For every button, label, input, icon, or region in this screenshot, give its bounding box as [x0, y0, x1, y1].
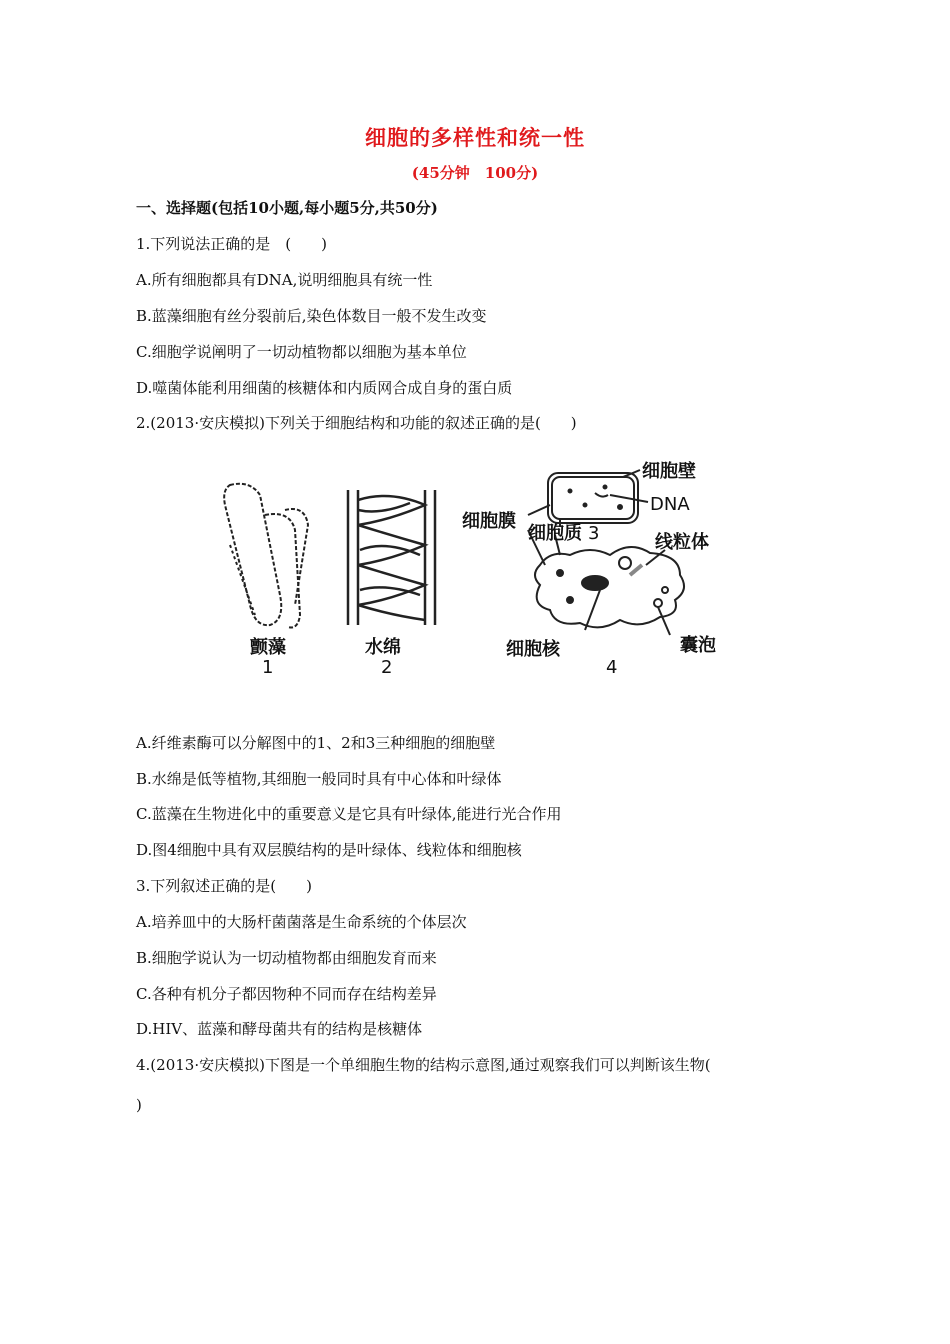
- oscillatoria-drawing: [224, 484, 308, 628]
- question-2-option-c: C.蓝藻在生物进化中的重要意义是它具有叶绿体,能进行光合作用: [136, 805, 562, 823]
- question-4-stem-continuation: ): [136, 1096, 142, 1114]
- label-cytoplasm: 细胞质: [528, 523, 582, 544]
- question-3-option-b: B.细胞学说认为一切动植物都由细胞发育而来: [136, 949, 437, 967]
- question-3-option-a: A.培养皿中的大肠杆菌菌落是生命系统的个体层次: [136, 913, 467, 931]
- question-1-option-a: A.所有细胞都具有DNA,说明细胞具有统一性: [136, 271, 433, 289]
- label-cell-wall: 细胞壁: [642, 461, 696, 482]
- question-3-stem: 3.下列叙述正确的是( ): [136, 877, 313, 895]
- label-diatom-number: 1: [262, 657, 274, 678]
- question-1-option-b: B.蓝藻细胞有丝分裂前后,染色体数目一般不发生改变: [136, 307, 487, 325]
- question-2-option-d: D.图4细胞中具有双层膜结构的是叶绿体、线粒体和细胞核: [136, 841, 522, 859]
- spirogyra-drawing: [348, 490, 435, 625]
- label-spirogyra-number: 2: [381, 657, 393, 678]
- page-subtitle: (45分钟 100分): [411, 164, 539, 182]
- section-heading: 一、选择题(包括10小题,每小题5分,共50分): [136, 199, 438, 217]
- question-1-option-c: C.细胞学说阐明了一切动植物都以细胞为基本单位: [136, 343, 467, 361]
- question-4-stem: 4.(2013·安庆模拟)下图是一个单细胞生物的结构示意图,通过观察我们可以判断该生物(: [136, 1056, 711, 1074]
- label-amoeba-number: 4: [606, 657, 618, 678]
- label-dna: DNA: [650, 494, 690, 515]
- label-bacteria-number: 3: [588, 523, 600, 544]
- label-diatom: 颤藻: [250, 637, 286, 658]
- question-2-option-a: A.纤维素酶可以分解图中的1、2和3三种细胞的细胞壁: [136, 734, 496, 752]
- question-3-option-d: D.HIV、蓝藻和酵母菌共有的结构是核糖体: [136, 1020, 423, 1038]
- label-nucleus: 细胞核: [506, 639, 560, 660]
- question-1-option-d: D.噬菌体能利用细菌的核糖体和内质网合成自身的蛋白质: [136, 379, 513, 397]
- label-vacuole: 囊泡: [680, 635, 716, 656]
- page-title: 细胞的多样性和统一性: [365, 125, 585, 150]
- question-2-option-b: B.水绵是低等植物,其细胞一般同时具有中心体和叶绿体: [136, 770, 502, 788]
- label-mitochondria: 线粒体: [655, 532, 709, 553]
- cell-diagram-figure: [210, 455, 730, 685]
- question-3-option-c: C.各种有机分子都因物种不同而存在结构差异: [136, 985, 437, 1003]
- question-2-stem: 2.(2013·安庆模拟)下列关于细胞结构和功能的叙述正确的是( ): [136, 414, 577, 432]
- question-1-stem: 1.下列说法正确的是 ( ): [136, 235, 328, 253]
- label-spirogyra: 水绵: [365, 637, 401, 658]
- bacterium-drawing: [528, 470, 648, 527]
- label-cell-membrane: 细胞膜: [462, 511, 516, 532]
